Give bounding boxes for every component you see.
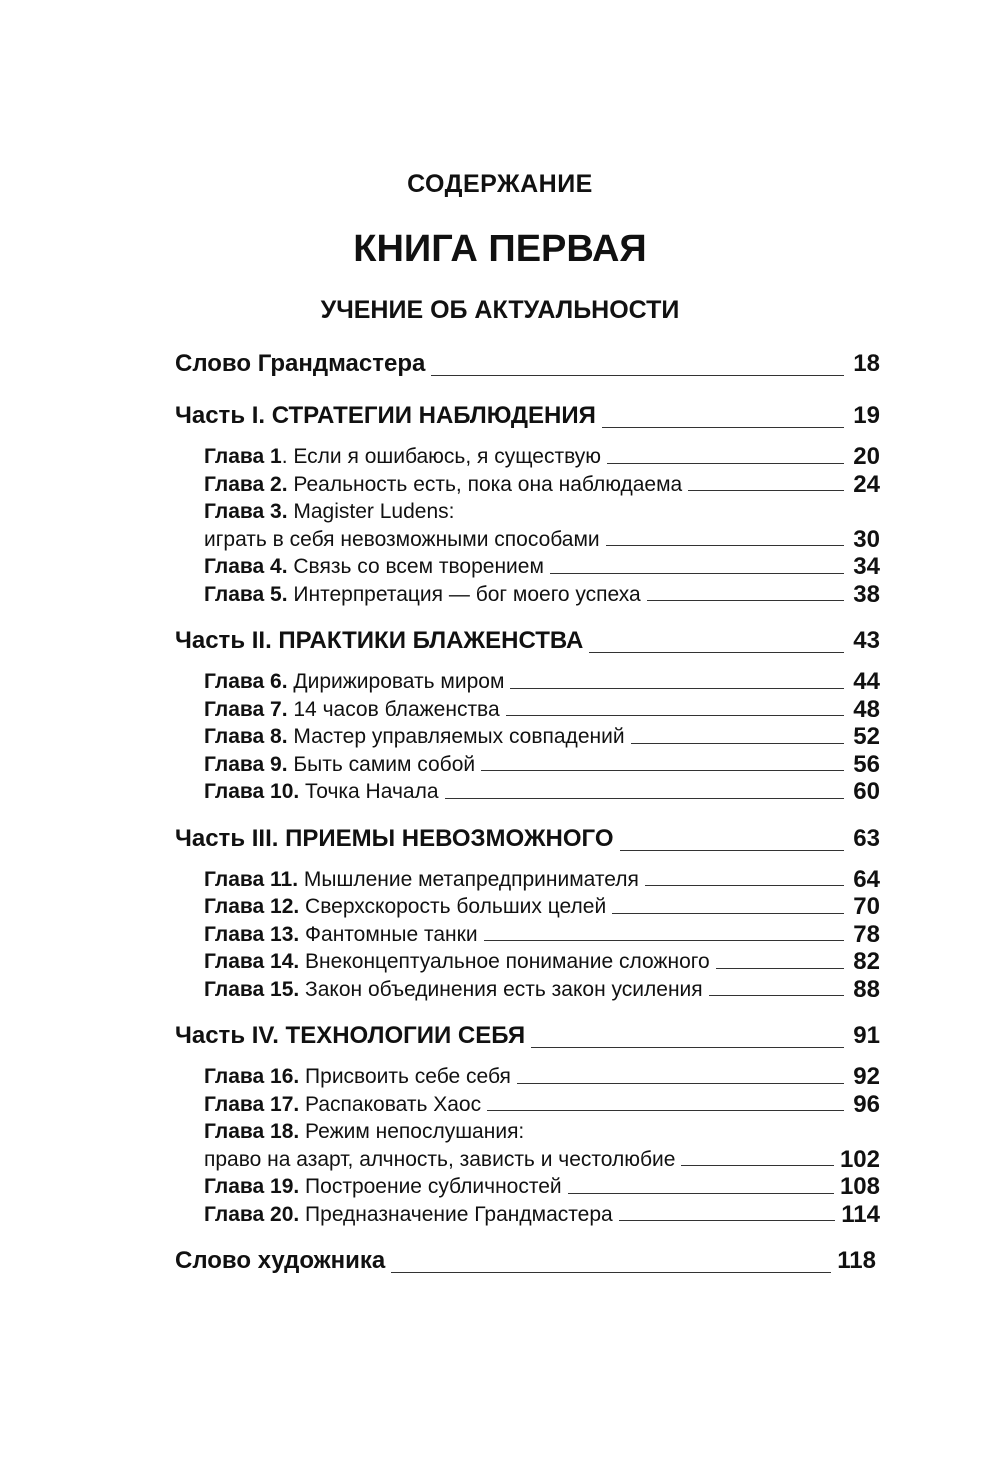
- chapter-entry: [204, 1201, 613, 1229]
- leader-line: [619, 1220, 836, 1221]
- part-title: Часть III. ПРИЕМЫ НЕВОЗМОЖНОГО: [175, 824, 614, 852]
- toc-page-number: 30: [853, 525, 880, 553]
- toc-page-number: 63: [853, 824, 880, 852]
- toc-part-1: [175, 397, 880, 435]
- leader-line: [620, 850, 844, 851]
- chapter-title: Распаковать Хаос: [299, 1092, 482, 1116]
- book-subtitle: УЧЕНИЕ ОБ АКТУАЛЬНОСТИ: [320, 296, 680, 324]
- leader-line: [607, 463, 844, 464]
- chapter-label: Глава 5.: [204, 582, 288, 606]
- chapter-title: Magister Ludens:: [287, 500, 455, 523]
- part-title: Часть I. СТРАТЕГИИ НАБЛЮДЕНИЯ: [175, 402, 596, 429]
- toc-chapter: [175, 1173, 880, 1201]
- chapter-title: Закон объединения есть закон усиления: [299, 977, 703, 1001]
- chapter-label: Глава 7.: [204, 697, 288, 721]
- chapter-title: Построение субличностей: [299, 1175, 562, 1198]
- leader-line: [602, 427, 844, 428]
- chapter-entry: [204, 471, 682, 499]
- chapter-title-line: [175, 1118, 880, 1146]
- chapter-entry: [204, 696, 500, 724]
- chapter-title: Быть самим собой: [287, 752, 476, 776]
- toc-page-number: 20: [853, 443, 880, 470]
- book-title: КНИГА ПЕРВАЯ: [353, 228, 647, 270]
- chapter-label: Глава 3.: [204, 500, 288, 523]
- chapter-title: Мышление метапредпринимателя: [298, 867, 639, 891]
- chapter-title: Интерпретация — бог моего успеха: [287, 582, 641, 606]
- toc-chapter: [175, 668, 880, 696]
- toc-page-number: 48: [853, 695, 880, 723]
- chapter-label: Глава 16.: [204, 1065, 300, 1088]
- toc-page-number: 96: [853, 1090, 880, 1118]
- chapter-title: Сверхскорость больших целей: [299, 895, 607, 918]
- toc-page-number: 24: [853, 470, 880, 498]
- toc-chapter: [175, 471, 880, 499]
- chapter-label: Глава 11.: [204, 867, 299, 891]
- chapter-entry: [204, 1173, 562, 1201]
- toc-chapter: [175, 1146, 880, 1174]
- toc-page-number: 70: [853, 893, 880, 920]
- toc-page-number: 91: [853, 1022, 880, 1049]
- chapter-entry: [204, 1063, 511, 1091]
- toc-chapter: [175, 976, 880, 1004]
- leader-line: [647, 600, 844, 601]
- toc-chapter: [175, 751, 880, 779]
- toc-chapter: [175, 526, 880, 554]
- leader-line: [568, 1193, 834, 1194]
- part-title: Часть II. ПРАКТИКИ БЛАЖЕНСТВА: [175, 627, 584, 654]
- chapter-title: Реальность есть, пока она наблюдаема: [287, 472, 683, 496]
- chapter-title-line: [175, 498, 880, 526]
- chapter-title: 14 часов блаженства: [287, 697, 500, 721]
- toc-chapter: [175, 921, 880, 949]
- chapter-title-continuation: играть в себя невозможными способами: [204, 527, 600, 551]
- toc-page-number: 114: [841, 1200, 880, 1228]
- chapter-label: Глава 8.: [204, 725, 288, 748]
- toc-chapter: [175, 948, 880, 976]
- chapter-label: Глава 10.: [204, 780, 300, 803]
- toc-entry-outro: [175, 1242, 880, 1280]
- toc-chapter: [175, 581, 880, 609]
- toc-page-number: 38: [853, 580, 880, 608]
- toc-page-number: 108: [839, 1173, 880, 1200]
- toc-chapter: [175, 696, 880, 724]
- toc-page-number: 78: [853, 920, 880, 948]
- toc-page-number: 64: [853, 865, 880, 893]
- chapter-entry: [204, 948, 710, 976]
- chapter-title: Мастер управляемых совпадений: [287, 725, 625, 748]
- chapter-title: Присвоить себе себя: [299, 1065, 511, 1088]
- chapter-label: Глава 17.: [204, 1092, 300, 1116]
- toc-chapter: [175, 443, 880, 471]
- toc-part-3: [175, 820, 880, 858]
- toc-page-number: 118: [837, 1247, 876, 1274]
- chapter-entry: [204, 443, 601, 471]
- toc-part-4: [175, 1017, 880, 1055]
- chapter-entry: [204, 921, 478, 949]
- chapter-label: Глава 4.: [204, 555, 288, 578]
- toc-page-number: 56: [853, 750, 880, 778]
- chapter-label: Глава 20.: [204, 1202, 300, 1226]
- leader-line: [484, 940, 844, 941]
- toc-part-2: [175, 622, 880, 660]
- leader-line: [487, 1110, 844, 1111]
- toc-parts: [175, 397, 880, 1242]
- leader-line: [688, 490, 844, 491]
- leader-line: [517, 1083, 844, 1084]
- leader-line: [631, 743, 844, 744]
- leader-line: [681, 1165, 834, 1166]
- toc-page-number: 92: [853, 1063, 880, 1090]
- chapter-entry: [204, 553, 544, 581]
- leader-line: [506, 715, 844, 716]
- toc-chapter: [175, 1201, 880, 1229]
- leader-line: [716, 968, 844, 969]
- chapter-entry: [204, 751, 475, 779]
- toc-page-number: 44: [853, 668, 880, 695]
- chapter-entry: [204, 893, 606, 921]
- leader-line: [481, 770, 844, 771]
- toc-page-number: 52: [853, 723, 880, 750]
- chapter-label: Глава 2.: [204, 472, 288, 496]
- leader-line: [606, 545, 844, 546]
- chapter-label: Глава 15.: [204, 977, 300, 1001]
- chapter-entry: [204, 866, 639, 894]
- chapter-title: Точка Начала: [299, 780, 439, 803]
- toc-page-number: 43: [853, 627, 880, 654]
- toc-page-number: 34: [853, 553, 880, 580]
- leader-line: [589, 652, 844, 653]
- leader-line: [391, 1272, 831, 1273]
- table-of-contents: [175, 345, 880, 1280]
- leader-line: [445, 798, 845, 799]
- toc-page-number: 18: [853, 350, 880, 377]
- chapter-label: Глава 18.: [204, 1120, 300, 1143]
- chapter-title: Внеконцептуальное понимание сложного: [299, 950, 710, 973]
- toc-page-number: 19: [853, 402, 880, 429]
- toc-chapter: [175, 778, 880, 806]
- toc-entry-intro: [175, 345, 880, 383]
- chapter-entry: [204, 723, 625, 751]
- leader-line: [510, 688, 844, 689]
- toc-page-number: 102: [839, 1145, 880, 1173]
- chapter-title: Дирижировать миром: [287, 670, 505, 693]
- chapter-entry: [204, 668, 504, 696]
- chapter-title: Предназначение Грандмастера: [299, 1202, 613, 1226]
- chapter-title: Связь со всем творением: [287, 555, 544, 578]
- chapter-label: Глава 19.: [204, 1175, 300, 1198]
- leader-line: [550, 573, 844, 574]
- toc-entry-title: Слово Грандмастера: [175, 350, 426, 377]
- toc-page-number: 82: [853, 948, 880, 975]
- toc-chapter: [175, 893, 880, 921]
- toc-chapter: [175, 866, 880, 894]
- chapter-entry: [204, 1091, 481, 1119]
- leader-line: [645, 885, 844, 886]
- leader-line: [431, 375, 844, 376]
- chapter-entry: [204, 581, 641, 609]
- part-title: Часть IV. ТЕХНОЛОГИИ СЕБЯ: [175, 1022, 526, 1049]
- chapter-title-continuation: право на азарт, алчность, зависть и честолюбие: [204, 1147, 676, 1171]
- chapter-label-separator: .: [281, 445, 288, 468]
- chapter-label: Глава 9.: [204, 752, 288, 776]
- toc-page-number: 88: [853, 975, 880, 1003]
- chapter-label: Глава 14.: [204, 950, 300, 973]
- toc-chapter: [175, 723, 880, 751]
- toc-page-number: 60: [853, 778, 880, 805]
- toc-chapter: [175, 553, 880, 581]
- toc-chapter: [175, 1091, 880, 1119]
- toc-entry-title: Слово художника: [175, 1247, 386, 1274]
- chapter-label: Глава 1: [204, 445, 282, 468]
- chapter-label: Глава 6.: [204, 670, 288, 693]
- chapter-title: Если я ошибаюсь, я существую: [287, 445, 602, 468]
- leader-line: [531, 1047, 844, 1048]
- contents-heading: СОДЕРЖАНИЕ: [407, 170, 593, 198]
- chapter-title: Фантомные танки: [299, 922, 478, 946]
- toc-chapter: [175, 1063, 880, 1091]
- chapter-label: Глава 13.: [204, 922, 300, 946]
- chapter-label: Глава 12.: [204, 895, 300, 918]
- chapter-entry: [204, 976, 703, 1004]
- leader-line: [612, 913, 844, 914]
- chapter-entry: [204, 778, 439, 806]
- chapter-title: Режим непослушания:: [299, 1120, 525, 1143]
- leader-line: [709, 995, 844, 996]
